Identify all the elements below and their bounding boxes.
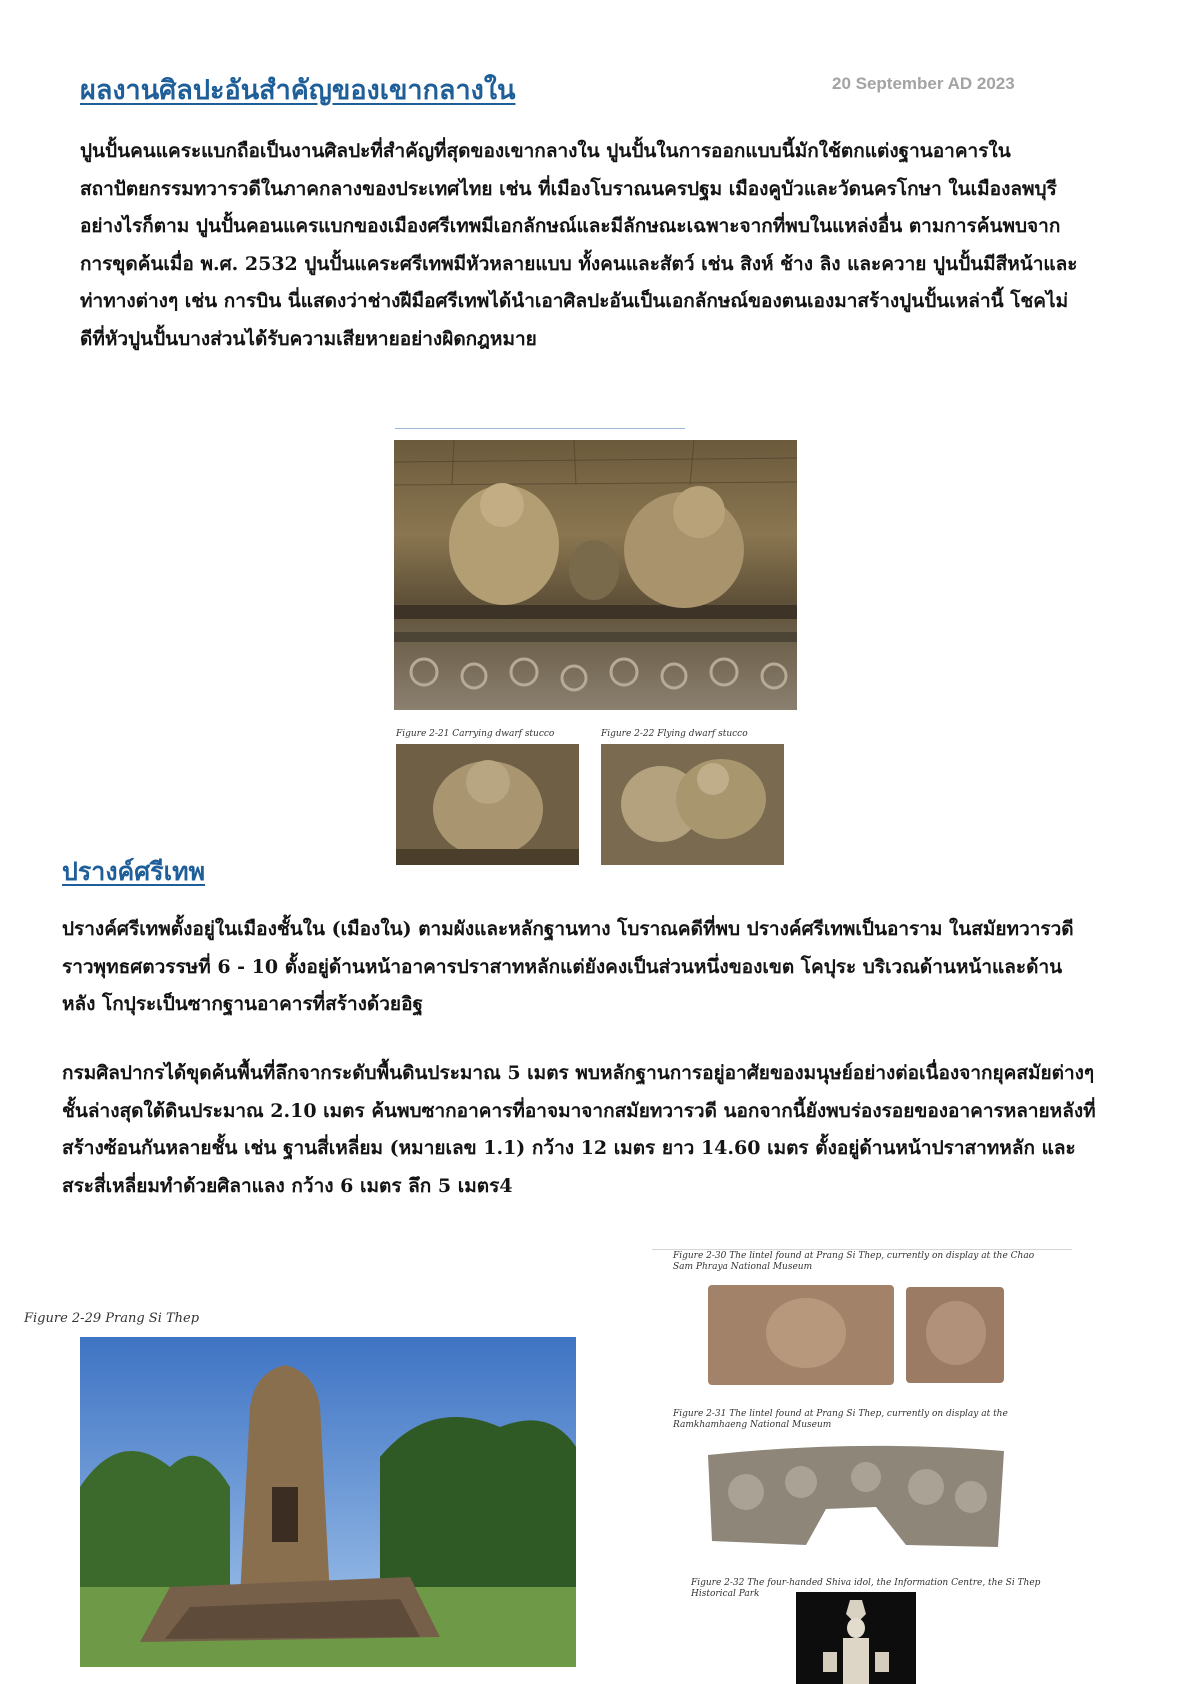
figure-caption: Figure 2-31 The lintel found at Prang Si Thep, currently on display at the Ramkhamhaeng National Museum: [673, 1409, 1008, 1431]
lintel-ramkhamhaeng-photo: [706, 1437, 1006, 1550]
shiva-idol-photo: [796, 1592, 916, 1684]
figure-caption: Figure 2-22 Flying dwarf stucco: [601, 729, 748, 739]
caption-rule: [652, 1249, 1072, 1250]
section-title: ปรางค์ศรีเทพ: [62, 857, 206, 886]
lintel-chao-sam-phraya-photo: [706, 1283, 1006, 1388]
flying-dwarf-stucco-photo: [601, 744, 784, 865]
section-paragraph: ปรางค์ศรีเทพตั้งอยู่ในเมืองชั้นใน (เมืองใน) ตามผังและหลักฐานทาง โบราณคดีที่พบ ปรางค์ศรีเทพเป็นอาราม ในสมัยทวารวดีราวพุทธศตวรรษที่ 6 - 10 ตั้งอยู่ด้านหน้าอาคารปราสาทหลักแต่ยังคงเป็นส่วนหนึ่งของเขต โคปุระ บริเวณด้านหน้าและด้านหลัง โกปุระเป็นซากฐานอาคารที่สร้างด้วยอิฐ: [62, 918, 1074, 1015]
figure-caption: Figure 2-29 Prang Si Thep: [24, 1311, 200, 1326]
carrying-dwarf-stucco-photo: [396, 744, 579, 865]
document-date: 20 September AD 2023: [832, 74, 1015, 93]
figure-caption: Figure 2-21 Carrying dwarf stucco: [396, 729, 555, 739]
section-paragraph: กรมศิลปากรได้ขุดค้นพื้นที่ลึกจากระดับพื้นดินประมาณ 5 เมตร พบหลักฐานการอยู่อาศัยของมนุษย์อย่างต่อเนื่องจากยุคสมัยต่างๆ ชั้นล่างสุดใต้ดินประมาณ 2.10 เมตร ค้นพบซากอาคารที่อาจมาจากสมัยทวารวดี นอกจากนี้ยังพบร่องรอยของอาคารหลายหลังที่สร้างซ้อนกันหลายชั้น เช่น ฐานสี่เหลี่ยม (หมายเลข 1.1) กว้าง 12 เมตร ยาว 14.60 เมตร ตั้งอยู่ด้านหน้าปราสาทหลัก และสระสี่เหลี่ยมทำด้วยศิลาแลง กว้าง 6 เมตร ลึก 5 เมตร4: [62, 1062, 1096, 1197]
section-paragraph: ปูนปั้นคนแคระแบกถือเป็นงานศิลปะที่สำคัญที่สุดของเขากลางใน ปูนปั้นในการออกแบบนี้มักใช้ตกแต่งฐานอาคารในสถาปัตยกรรมทวารวดีในภาคกลางของประเทศไทย เช่น ที่เมืองโบราณนครปฐม เมืองคูบัวและวัดนครโกษา ในเมืองลพบุรี อย่างไรก็ตาม ปูนปั้นคอนแครแบกของเมืองศรีเทพมีเอกลักษณ์และมีลักษณะเฉพาะจากที่พบในแหล่งอื่น ตามการค้นพบจากการขุดค้นเมื่อ พ.ศ. 2532 ปูนปั้นแคระศรีเทพมีหัวหลายแบบ ทั้งคนและสัตว์ เช่น สิงห์ ช้าง ลิง และควาย ปูนปั้นมีสีหน้าและท่าทางต่างๆ เช่น การบิน นี่แสดงว่าช่างฝีมือศรีเทพได้นำเอาศิลปะอันเป็นเอกลักษณ์ของตนเองมาสร้างปูนปั้นเหล่านี้ โชคไม่ดีที่หัวปูนปั้นบางส่วนได้รับความเสียหายอย่างผิดกฎหมาย: [80, 140, 1078, 350]
figure-caption: Figure 2-32 The four-handed Shiva idol, the Information Centre, the Si Thep Historical Park: [691, 1578, 1041, 1600]
prang-si-thep-photo: [80, 1337, 576, 1667]
dwarf-stucco-frieze-photo: [394, 440, 797, 710]
figure-caption: Figure 2-30 The lintel found at Prang Si Thep, currently on display at the Chao Sam Phraya National Museum: [673, 1251, 1035, 1273]
section-title: ผลงานศิลปะอันสำคัญของเขากลางใน: [80, 75, 516, 106]
caption-rule: [395, 428, 685, 429]
